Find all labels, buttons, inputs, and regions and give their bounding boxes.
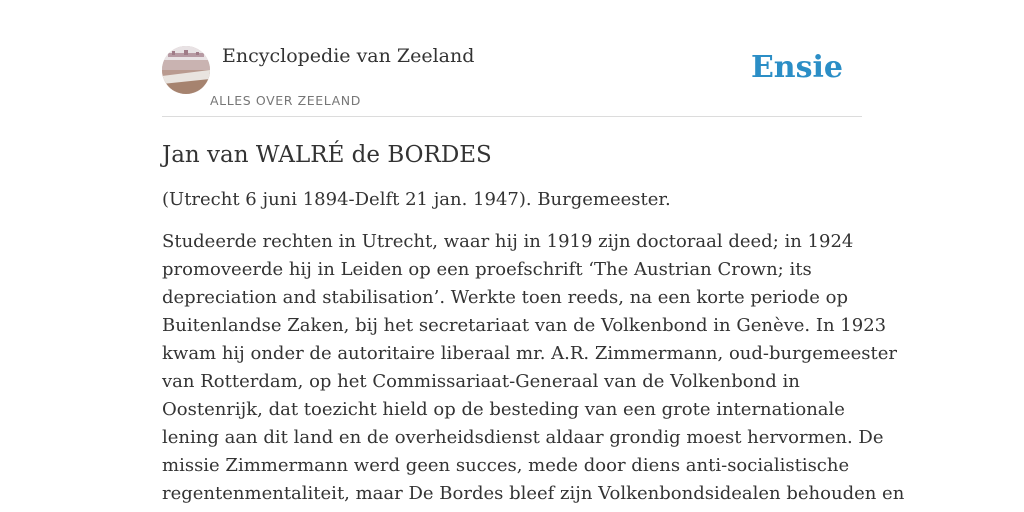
site-logo-image bbox=[162, 46, 210, 94]
site-logo-avatar[interactable] bbox=[162, 46, 210, 94]
body-line: depreciation and stabilisation’. Werkte toen reeds, na een korte periode op bbox=[162, 287, 848, 308]
article-subtitle: (Utrecht 6 juni 1894-Delft 21 jan. 1947). Burgemeester. bbox=[162, 189, 671, 210]
body-line: Buitenlandse Zaken, bij het secretariaat van de Volkenbond in Genève. In 1923 bbox=[162, 315, 887, 336]
body-line: promoveerde hij in Leiden op een proefschrift ‘The Austrian Crown; its bbox=[162, 259, 812, 280]
body-line: Oostenrijk, dat toezicht hield op de besteding van een grote internationale bbox=[162, 399, 845, 420]
body-line: missie Zimmermann werd geen succes, mede door diens anti-socialistische bbox=[162, 455, 850, 476]
article-body bbox=[162, 228, 905, 508]
body-line: lening aan dit land en de overheidsdienst aldaar grondig moest hervormen. De bbox=[162, 427, 884, 448]
body-line: van Rotterdam, op het Commissariaat-Generaal van de Volkenbond in bbox=[162, 371, 800, 392]
article-title: Jan van WALRÉ de BORDES bbox=[162, 142, 492, 168]
body-line: Studeerde rechten in Utrecht, waar hij in 1919 zijn doctoraal deed; in 1924 bbox=[162, 231, 854, 252]
site-tagline: ALLES OVER ZEELAND bbox=[210, 93, 361, 108]
site-header bbox=[162, 0, 862, 117]
brand-logo-ensie[interactable]: Ensie bbox=[750, 50, 843, 85]
body-line: kwam hij onder de autoritaire liberaal mr. A.R. Zimmermann, oud-burgemeester bbox=[162, 343, 897, 364]
article bbox=[162, 138, 905, 508]
site-title[interactable]: Encyclopedie van Zeeland bbox=[222, 45, 475, 67]
body-line: regentenmentaliteit, maar De Bordes bleef zijn Volkenbondsidealen behouden en bbox=[162, 483, 905, 504]
